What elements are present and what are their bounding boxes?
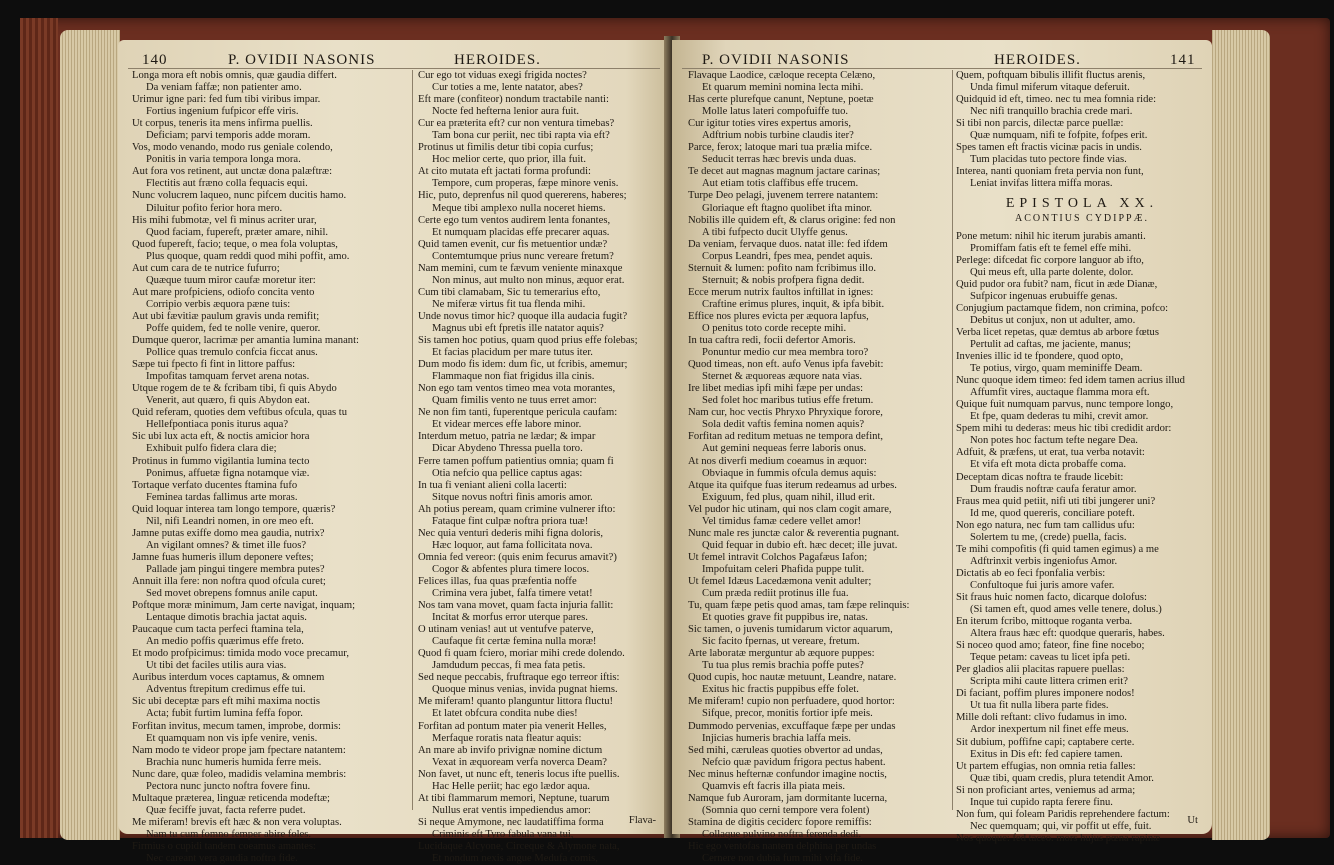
verse-line: Eft mare (confiteor) nondum tractabile nanti: [418,94,609,106]
verse-line: Sitque novus noftri finis amoris amor. [432,491,593,503]
verse-line: Ecce merum nutrix faultos inftillat in ignes: [688,286,874,298]
text-column-right [418,70,664,865]
verse-line: Felices illas, fua quas præfentia noffe [418,575,577,587]
verse-line: Flavaque Laodice, cæloque recepta Celæno, [688,70,876,81]
running-head-author: P. OVIDII NASONIS [228,52,376,68]
verse-line: Sit fraus huic nomen facto, dicarque dolofus: [956,591,1147,603]
verse-line: Contemtumque prius nunc vereare fretum? [432,250,614,262]
verse-line: Scripta mihi caute littera crimen erit? [970,676,1128,688]
verse-line: Vel timidus famæ cedere vellet amor! [702,515,862,527]
verse-line: Nam modo te videor prope jam fpectare natantem: [132,744,346,756]
verse-line: Fraus mea quid petiit, nifi uti tibi jungerer uni? [956,495,1156,507]
verse-line: Aut etiam totis claffibus effe trucem. [702,178,859,190]
verse-line: Auribus interdum voces captamus, & omnem [132,672,325,684]
verse-line: Exitus hic fractis puppibus effe folet. [702,684,859,696]
verse-line: Sufpicor ingenuas erubuiffe genas. [970,290,1118,302]
verse-line: Exiguum, fed plus, quam nihil, illud erit. [702,491,876,503]
running-head-work: HEROIDES. [994,52,1081,68]
verse-line: Et vifa eft mota dicta probaffe coma. [970,459,1126,471]
verse-line: Diluitur pofito ferior hora mero. [146,202,283,214]
verse-line: Ut corpus, teneris ita mens infirma puellis. [132,118,313,130]
verse-line: Nam cur, hoc vectis Phryxo Phryxique forore, [688,407,883,419]
verse-line: Non favet, ut nunc eft, teneris locus ifte puellis. [418,768,620,780]
verse-line: Quod fupereft, facio; teque, o mea fola voluptas, [132,238,338,250]
verse-line: At tibi flammarum memori, Neptune, tuarum [418,792,610,804]
text-column-left [132,70,402,865]
verse-line: Quid referam, quoties dem veftibus ofcula, quas tu [132,407,348,419]
verse-line: Collaque pulvino noftra ferenda dedi. [702,828,862,840]
verse-line: Magnus ubi eft fpretis ille natator aquis? [432,322,604,334]
verse-line: Aut gemini nequeas ferre laboris onus. [702,443,867,455]
verse-line: Nunc volucrem laqueo, nunc pifcem ducitis hamo. [132,190,347,202]
verse-line: Ire libet medias ipfi mihi fæpe per undas: [688,383,864,395]
column-divider [412,70,413,810]
verse-line: Adftrium nobis turbine claudis iter? [702,130,854,142]
verse-line: Cur igitur toties vires expertus amoris, [688,118,851,130]
text-column-right [956,70,1208,845]
verse-line: Quid pudor ora fubit? nam, ficut in æde Dianæ, [956,278,1158,290]
verse-line: Tu tua plus remis brachia poffe putes? [702,660,864,672]
verse-line: Has certe plurefque canunt, Neptune, poetæ [688,94,874,106]
verse-line: Solertem tu me, (crede) puella, facis. [970,531,1127,543]
verse-line: Interea, nanti quoniam freta pervia non funt, [956,166,1144,178]
verse-line: Tam bona cur periit, nec tibi rapta via eft? [432,130,610,142]
verse-line: Vexat in æquoream verfa noverca Deam? [432,756,608,768]
verse-line: Promiffam fatis eft te femel effe mihi. [970,242,1132,254]
verse-line: Acta; fubit furtim lumina feffa fopor. [146,708,303,720]
verse-line: Et quoties grave fit puppibus ire, natas. [702,612,868,624]
verse-line: Hic ego ventofas nantem delphina per undas [688,841,877,852]
verse-line: Tempore, cum properas, fæpe minore venis. [432,178,619,190]
verse-line: Fortius ingenium fufpicor effe viris. [146,106,299,118]
verse-line: Impofitas tamquam fervet arena notas. [146,371,310,383]
verse-line: Otia nefcio qua pellice captus agas: [432,467,583,479]
verse-line: Ut femel intravit Colchos Pagafæus Iafon; [688,551,868,563]
running-head-work: HEROIDES. [454,52,541,68]
verse-line: Unde novus timor hic? quoque illa audacia fugit? [418,310,628,322]
verse-line: Altera fraus hæc eft: quodque queraris, habes. [970,628,1165,640]
verse-line: Quem, poftquam bibulis illifit fluctus arenis, [956,70,1146,81]
verse-line: Nefcio quæ pavidum frigora pectus habent. [702,756,886,768]
verse-line: Ut femel Idæus Lacedæmona venit adulter; [688,575,872,587]
verse-line: Nil, nifi Leandri nomen, in ore meo eft. [146,515,314,527]
verse-line: Criminis eft Tyro fabula vana tui, [432,828,574,840]
verse-line: Quam fimilis vento ne tuus erret amor: [432,395,597,407]
verse-line: (Somnia quo cerni tempore vera folent) [702,804,870,816]
verse-line: Dum fraudis noftræ caufa feratur amor. [970,483,1137,495]
verse-line: Protinus in fummo vigilantia lumina tecto [132,455,310,467]
verse-line: Turpe Deo pelagi, juvenem terrere natantem: [688,190,879,202]
verse-line: Sæpe tui fpecto fi fint in littore paffus: [132,359,296,371]
verse-line: Sternuit & lumen: pofito nam fcribimus illo. [688,262,877,274]
epistle-subtitle: ACONTIUS CYDIPPÆ. [1014,212,1149,224]
verse-line: Atque ita quifque fuas iterum redeamus ad urbes. [688,479,897,491]
verse-line: Lucidaque Alcyone, Circeque & Alymone nata, [418,841,620,852]
verse-line: Nos quoque: fed taceo. mors hujus pœna rapinæ [956,832,1161,844]
verse-line: Jamdudum peccas, fi mea fata petis. [432,660,586,672]
verse-line: Et videar merces effe labore minor. [432,419,582,431]
verse-line: Te mihi compofitis (fi quid tamen egimus) a me [956,543,1159,555]
verse-line: Caufaque fit certæ femina nulla moræ! [432,636,597,648]
verse-line: Cur toties a me, lente natator, abes? [432,82,583,94]
verse-line: Flammaque non fiat frigidus illa cinis. [432,371,595,383]
verse-line: Me miferam! brevis eft hæc & non vera voluptas. [132,816,342,828]
verse-line: Paucaque cum tacta perfeci ftamina tela, [132,624,304,636]
verse-line: Pallade jam pingui tingere membra putes? [146,563,325,575]
verse-line: Si noceo quod amo; fateor, fine fine nocebo; [956,640,1145,652]
verse-line: Quoque minus venias, invida pugnat hiems. [432,684,618,696]
verse-line: Aut ubi fævitiæ paulum gravis unda remifit; [132,310,320,322]
verse-line: Nunc male res junctæ calor & reverentia pugnant. [688,527,900,539]
verse-line: Firmius o cupidi tandem coeamus amantes: [132,841,316,852]
verse-line: Nocte fed hefterna lenior aura fuit. [432,106,580,118]
verse-line: Invenies illic id te fpondere, quod opto, [956,351,1124,363]
verse-line: Hæc loquor, aut fama follicitata nova. [432,539,593,551]
verse-line: Sed mihi, cæruleas quoties obvertor ad undas, [688,744,883,756]
verse-line: Et fpe, quam dederas tu mihi, crevit amor. [970,411,1149,423]
verse-line: Brachia nunc humeris humida ferre meis. [146,756,322,768]
verse-line: Molle latus lateri compofuiffe tuo. [702,106,849,118]
verse-line: Sit dubium, poffifne capi; captabere certe. [956,736,1135,748]
verse-line: Sed movet obrepens fomnus anile caput. [146,588,318,600]
verse-line: Si neque Amymone, nec laudatiffima forma [418,816,604,828]
verse-line: Ne miferæ virtus fit tua flenda mihi. [432,298,586,310]
verse-line: Urimur igne pari: fed fum tibi viribus impar. [132,94,321,106]
verse-line: Craftine erimus plures, inquit, & ipfa bibit. [702,298,885,310]
verse-line: Pone metum: nihil hic iterum jurabis amanti. [956,230,1146,242]
verse-line: Sic ubi lux acta eft, & noctis amicior hora [132,431,310,443]
verse-line: Et modo profpicimus: timida modo voce precamur, [132,648,349,660]
epistle-title: EPISTOLA XX. [1005,196,1159,212]
verse-line: Sola dedit vaftis femina nomen aquis? [702,419,865,431]
verse-line: Longa mora eft nobis omnis, quæ gaudia differt. [132,70,337,81]
verse-line: Feminea tardas fallimus arte moras. [146,491,298,503]
verse-line: Da veniam faffæ; non patienter amo. [146,82,302,94]
verse-line: Impofuitam celeri Phafida puppe tulit. [702,563,865,575]
verse-line: Dum modo fis idem: dum fic, ut fcribis, amemur; [418,359,628,371]
verse-line: Dummodo pervenias, excuffaque fæpe per undas [688,720,896,732]
verse-line: Ut partem effugias, non omnia retia falles: [956,760,1136,772]
left-page-stack [60,30,120,840]
verse-line: Ne non fim tanti, fuperentque pericula caufam: [418,407,618,419]
verse-line: Quod fi quam fciero, moriar mihi crede dolendo. [418,648,625,660]
verse-line: Unda fimul miferum vitaque deferuit. [970,82,1130,94]
verse-line: Merfaque roratis nata fleatur aquis: [432,732,582,744]
verse-line: Certe ego tum ventos audirem lenta fonantes, [418,214,611,226]
verse-line: Debitus ut conjux, non ut adulter, amo. [970,314,1136,326]
verse-line: Vos, modo venando, modo rus geniale colendo, [132,142,333,154]
verse-line: Jamne putas exiffe domo mea gaudia, nutrix? [132,527,325,539]
verse-line: O utinam venias! aut ut ventufve paterve, [418,624,594,636]
verse-line: Stamina de digitis ceciderc fopore remiffis: [688,816,872,828]
verse-line: Si non proficiant artes, veniemus ad arma; [956,784,1136,796]
verse-line: Quæ tibi, quam credis, plura tetendit Amor. [970,772,1154,784]
verse-line: Cernere non dubia fum mihi vifa fide. [702,853,863,865]
verse-line: Non potes hoc factum tefte negare Dea. [970,435,1138,447]
verse-line: Quæ numquam, nifi te fofpite, fofpes erit. [970,130,1148,142]
verse-line: Sic ubi deceptæ pars eft mihi maxima noctis [132,696,320,708]
verse-line: Per gladios alii placitas rapuere puellas: [956,664,1125,676]
verse-line: Fataque fint culpæ noftra priora tuæ! [432,515,589,527]
verse-line: Cum præda rediit protinus ille fua. [702,588,849,600]
verse-line: Nobilis ille quidem eft, & clarus origine: fed non [688,214,896,226]
verse-line: Nec quia venturi dederis mihi figna doloris, [418,527,604,539]
verse-line: Cur ea præterita eft? cur non ventura timebas? [418,118,615,130]
verse-line: Pollice quas tremulo confcia ficcat anus. [146,347,318,359]
verse-line: Ut tua fit nulla libera parte fides. [970,700,1109,712]
verse-line: Quæque tuum miror caufæ moretur iter: [146,274,316,286]
verse-line: A tibi fufpecto ducit Ulyffe genus. [702,226,848,238]
verse-line: Nec minus hefternæ confundor imagine noctis, [688,768,887,780]
verse-line: Confultoque fui juris amore vafer. [970,579,1115,591]
verse-line: Sternuit; & nobis profpera figna dedit. [702,274,865,286]
verse-line: Te potius, virgo, quam meminiffe Deam. [970,363,1143,375]
verse-line: Inque tui cupido rapta ferere finu. [970,796,1113,808]
verse-line: Ponimus, affuetæ figna notamque viæ. [146,467,310,479]
catchword: Flava- [628,815,656,826]
verse-line: Pectora nunc juncto noftra fovere finu. [146,780,311,792]
verse-line: Ut tibi det faciles utilis aura vias. [146,660,287,672]
verse-line: Utque rogem de te & fcribam tibi, fi quis Abydo [132,383,337,395]
verse-line: Aut fora vos retinent, aut unctæ dona palæftræ: [132,166,333,178]
verse-line: Sed neque peccabis, fruftraque ego terreor iftis: [418,672,620,684]
verse-line: Incitat & morfus error uterque pares. [432,612,588,624]
page-number: 140 [142,52,168,68]
verse-line: Hac Helle periit; hac ego lædor aqua. [432,780,590,792]
verse-line: In tua fi veniant alieni colla lacerti: [418,479,567,491]
verse-line: Dumque queror, lacrimæ per amantia lumina manant: [132,335,359,347]
verse-line: Ferre tamen poffum patientius omnia; quam fi [418,455,614,467]
verse-line: Di faciant, poffim plures imponere nodos! [956,688,1135,700]
verse-line: Exhibuit pulfo fidera clara die; [146,443,277,455]
right-page-stack [1212,30,1270,840]
verse-line: Nam tu cum fomno femper abire foles. [146,828,312,840]
verse-line: Tum placidas tuto pectore finde vias. [970,154,1127,166]
verse-line: Quidquid id eft, timeo. nec tu mea fomnia ride: [956,94,1157,106]
verse-line: Deceptam dicas noftra te fraude licebit: [956,471,1124,483]
verse-line: Nunc dare, quæ foleo, madidis velamina membris: [132,768,347,780]
verse-line: Exitus in Dis eft: fed capiere tamen. [970,748,1123,760]
verse-line: Verba licet repetas, quæ demtus ab arbore fœtus [956,326,1159,338]
verse-line: Meque tibi amplexo nulla noceret hiems. [432,202,606,214]
verse-line: (Si tamen eft, quod ames velle tenere, dolus.) [970,604,1162,616]
verse-line: Nam memini, cum te fævum veniente minaxque [418,262,623,274]
verse-line: Mille doli reftant: clivo fudamus in imo. [956,712,1127,724]
verse-line: Et numquam placidas effe precarer aquas. [432,226,610,238]
verse-line: Corripio verbis æquora pæne tuis: [146,298,291,310]
verse-line: Dicar Abydeno Thressa puella toro. [432,443,583,455]
verse-line: In tua caftra redi, focii defertor Amoris. [688,335,856,347]
verse-line: Protinus ut fimilis detur tibi copia curfus; [418,142,594,154]
verse-line: Conjugium pactamque fidem, non crimina, pofco: [956,302,1169,314]
verse-line: Quique fuit numquam parvus, nunc tempore longo, [956,399,1174,411]
verse-line: Non minus, aut multo non minus, æquor erat. [432,274,625,286]
verse-line: Qui meus eft, ulla parte dolente, dolor. [970,266,1134,278]
verse-line: At cito mutata eft jactati forma profundi: [418,166,591,178]
verse-line: Quod timeas, non eft. aufo Venus ipfa favebit: [688,359,884,371]
verse-line: Sed folet hoc maribus tutius effe fretum. [702,395,874,407]
text-column-left [688,70,946,865]
header-rule [128,68,660,69]
verse-line: Perlege: difcedat fic corpore languor ab ifto, [956,254,1144,266]
verse-line: Forfitan invitus, mecum tamen, improbe, dormis: [132,720,341,732]
verse-line: Cogor & abfentes plura timere locos. [432,563,590,575]
verse-line: Adventus ftrepitum credimus effe tui. [146,684,306,696]
verse-line: Quid tamen evenit, cur fis metuentior undæ? [418,238,608,250]
verse-line: Aut cum cara de te nutrice fufurro; [132,262,280,274]
verse-line: Arte laboratæ merguntur ab æquore puppes: [688,648,875,660]
verse-line: Non ego natura, nec fum tam callidus ufu: [956,519,1135,531]
verse-line: Quid loquar interea tam longo tempore, quæris? [132,503,336,515]
verse-line: Ponuntur medio cur mea membra toro? [702,347,869,359]
verse-line: Teque petam: caveas tu licet ipfa peti. [970,652,1131,664]
verse-line: Quæ feciffe juvat, facta referre pudet. [146,804,306,816]
verse-line: Nos tam vana movet, quam facta injuria fallit: [418,600,614,612]
right-page [672,40,1212,865]
verse-line: Et facias placidum per mare tutus iter. [432,347,593,359]
verse-line: Sternet & æquoreas æquore nata vias. [702,371,863,383]
verse-line: Sic tamen, o juvenis tumidarum victor aquarum, [688,624,893,636]
verse-line: Forfitan ad pontum mater pia venerit Helles, [418,720,607,732]
verse-line: Nec careant vera gaudia noftra fide. [146,853,298,865]
verse-line: Flectitis aut fræno colla fequacis equi. [146,178,308,190]
column-divider [952,70,953,810]
verse-line: Si tibi non parcis, dilectæ parce puellæ: [956,118,1124,130]
verse-line: Tu, quam fæpe petis quod amas, tam fæpe relinquis: [688,600,910,612]
verse-line: Jamne fuas humeris illum deponere veftes; [132,551,314,563]
verse-line: Affumfit vires, auctaque flamma mora eft. [970,387,1150,399]
verse-line: An mare ab invifo privignæ nomine dictum [418,744,603,756]
verse-line: Annuit illa fere: non noftra quod ofcula curet; [132,575,326,587]
verse-line: Nunc quoque idem timeo: fed idem tamen acrius illud [956,375,1185,387]
verse-line: Da veniam, fervaque duos. natat ille: fed ifdem [688,238,888,250]
verse-line: Omnia fed vereor: (quis enim fecurus amavit?) [418,551,617,563]
verse-line: Et latet obfcura condita nube dies! [432,708,578,720]
verse-line: Quid fequar in dubio eft. hæc decet; ille juvat. [702,539,898,551]
verse-line: Lentaque dimotis brachia jactat aquis. [146,612,307,624]
verse-line: Ah potius peream, quam crimine vulnerer ifto: [418,503,616,515]
verse-line: Spem mihi tu dederas: meus hic tibi credidit ardor: [956,423,1172,435]
left-page [118,40,670,865]
verse-line: Tortaque verfato ducentes ftamina fufo [132,479,298,491]
verse-line: Ponitis in varia tempora longa mora. [146,154,301,166]
verse-line: Plus quoque, quam reddi quod mihi poffit, amo. [146,250,350,262]
verse-line: Cur ego tot viduas exegi frigida noctes? [418,70,587,81]
verse-line: Ardor inexpertum nil finet effe meus. [970,724,1129,736]
verse-line: Multaque præterea, linguæ reticenda modeftæ; [132,792,330,804]
verse-line: Aut mare profpiciens, odiofo concita vento [132,286,315,298]
verse-line: Injicias humeris brachia laffa meis. [702,732,851,744]
verse-line: An medio poffis quærimus effe freto. [146,636,304,648]
verse-line: Gloriaque eft ftagno quolibet ifta minor. [702,202,873,214]
verse-line: Cum tibi clamabam, Sic tu temerarius efto, [418,286,601,298]
verse-line: Obviaque in fummis ofcula demus aquis: [702,467,877,479]
verse-line: His mihi fubmotæ, vel fi minus acriter urar, [132,214,317,226]
verse-line: Non ego tam ventos timeo mea vota morantes, [418,383,616,395]
verse-line: Et quarum memini nomina lecta mihi. [702,82,864,94]
verse-line: Hellefpontiaca ponis iturus aqua? [146,419,289,431]
verse-line: Vel pudor hic utinam, qui nos clam cogit amare, [688,503,892,515]
epistle-xx-text [956,231,1208,845]
verse-line: Et nondum nexis angue Medufa comis, [432,853,598,865]
verse-line: Hoc melior certe, quo prior, illa fuit. [432,154,587,166]
verse-line: Quod cupis, hoc nautæ metuunt, Leandre, natare. [688,672,897,684]
verse-line: O penitus toto corde recepte mihi. [702,322,847,334]
verse-line: Nec nifi tranquillo brachia crede mari. [970,106,1133,118]
verse-line: Pertulit ad caftas, me jaciente, manus; [970,338,1131,350]
header-rule [682,68,1202,69]
verse-line: Dictatis ab eo feci fponfalia verbis: [956,567,1106,579]
verse-line: Poffe quidem, fed te nolle venire, queror. [146,322,321,334]
verse-line: Id me, quod quereris, conciliare poteft. [970,507,1135,519]
verse-line: Seducit terras hæc brevis unda duas. [702,154,857,166]
verse-line: Te decet aut magnas magnum jactare carinas; [688,166,881,178]
verse-line: Spes tamen eft fractis vicinæ pacis in undis. [956,142,1142,154]
verse-line: Quod faciam, fupereft, præter amare, nihil. [146,226,329,238]
verse-line: Me miferam! cupio non perfuadere, quod hortor: [688,696,895,708]
verse-line: Leniat invifas littera miffa moras. [970,178,1113,190]
verse-line: Adfuit, & præfens, ut erat, tua verba notavit: [956,447,1145,459]
epistle-xix-ending [956,70,1208,190]
verse-line: Forfitan ad reditum metuas ne tempora defint, [688,431,884,443]
verse-line: Deficiam; parvi temporis adde moram. [146,130,311,142]
verse-line: Parce, ferox; latoque mari tua prælia mifce. [688,142,873,154]
verse-line: Et quamquam non vis ipfe venire, venis. [146,732,318,744]
verse-line: Effice nos plures evicta per æquora lapfus, [688,310,869,322]
verse-line: Namque fub Auroram, jam dormitante lucerna, [688,792,888,804]
verse-line: En iterum fcribo, mittoque roganta verba. [956,616,1133,628]
catchword: Ut [1187,815,1198,826]
verse-line: An vigilant omnes? & timet ille fuos? [146,539,307,551]
verse-line: Interdum metuo, patria ne lædar; & impar [418,431,596,443]
verse-line: Adftrinxit verbis ingeniofus Amor. [970,555,1118,567]
verse-line: Nullus erat ventis impediendus amor: [432,804,591,816]
verse-line: Hic, puto, deprenfus nil quod quererens, haberes; [418,190,627,202]
verse-line: Sis tamen hoc potius, quam quod prius effe folebas; [418,335,638,347]
verse-line: Nec quemquam; qui, vir poffit ut effe, fuit. [970,820,1152,832]
page-number: 141 [1170,52,1196,68]
verse-line: Venerit, aut quæro, fi quis Abydon eat. [146,395,310,407]
verse-line: Corpus Leandri, fpes mea, pendet aquis. [702,250,873,262]
verse-line: Crimina vera jubet, falfa timere vetat! [432,588,593,600]
verse-line: Sic facito fpernas, ut vereare, fretum. [702,636,860,648]
verse-line: Me miferam! quanto planguntur littora fluctu! [418,696,614,708]
verse-line: Sifque, precor, monitis fortior ipfe meis. [702,708,873,720]
verse-line: Quamvis eft facris illa piata meis. [702,780,845,792]
book-spine-edge [20,18,58,838]
verse-line: Poftque moræ minimum, Jam certe navigat, inquam; [132,600,356,612]
verse-line: Non fum, qui foleam Paridis reprehendere factum: [956,808,1170,820]
running-head-author: P. OVIDII NASONIS [702,52,850,68]
verse-line: At nos diverfi medium coeamus in æquor: [688,455,867,467]
